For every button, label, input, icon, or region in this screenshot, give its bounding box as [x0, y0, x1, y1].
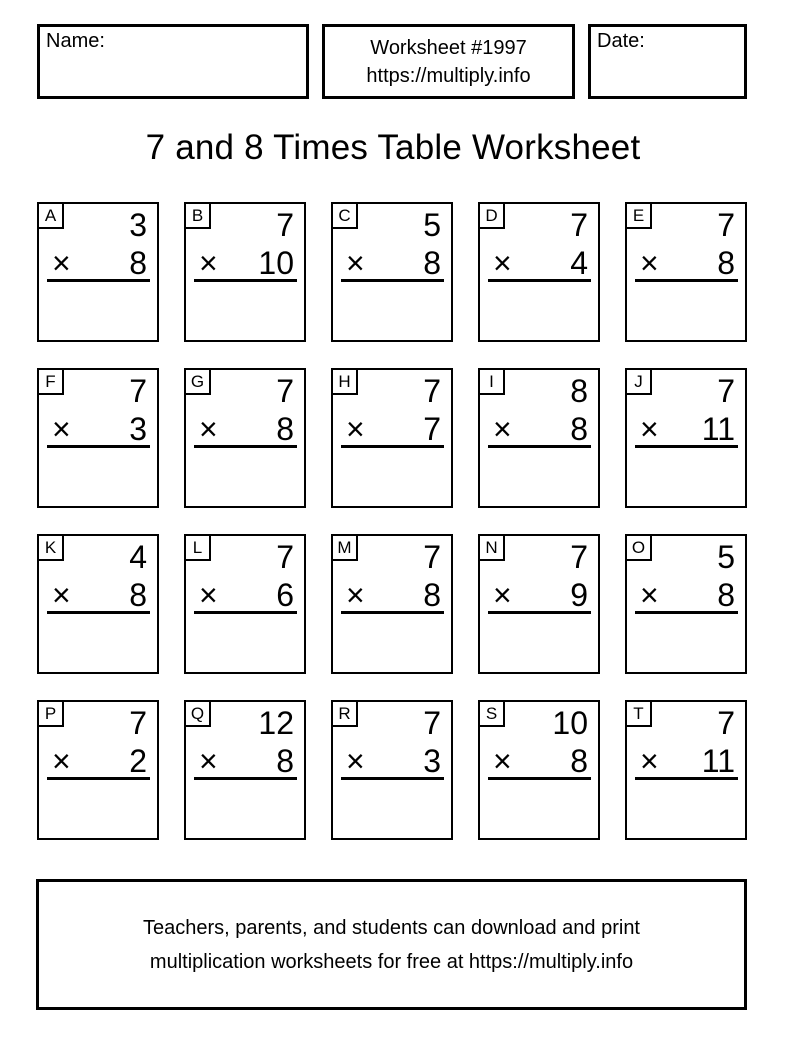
multiplicand: 5 [423, 207, 441, 243]
multiplier: 10 [258, 245, 294, 281]
multiply-sign-icon: × [52, 411, 71, 447]
problem-letter-badge [478, 368, 505, 395]
problem-card [184, 368, 306, 508]
problem-letter-badge [331, 534, 358, 561]
multiply-sign-icon: × [199, 743, 218, 779]
problem-letter: M [337, 537, 352, 557]
worksheet-url: https://multiply.info [366, 64, 531, 87]
problem-letter-badge [37, 202, 64, 229]
multiply-sign-icon: × [640, 577, 659, 613]
multiplier: 2 [129, 743, 147, 779]
multiply-sign-icon: × [640, 245, 659, 281]
problem-letter-badge [184, 368, 211, 395]
problem-card [625, 202, 747, 342]
multiply-sign-icon: × [199, 577, 218, 613]
problem-card [37, 368, 159, 508]
problem-card [478, 368, 600, 508]
worksheet-number: Worksheet #1997 [370, 36, 527, 59]
worksheet-info-box [322, 24, 575, 99]
multiplier: 8 [276, 743, 294, 779]
multiplicand: 12 [258, 705, 294, 741]
multiply-sign-icon: × [346, 577, 365, 613]
problem-letter: D [485, 205, 498, 225]
multiplier: 8 [717, 577, 735, 613]
answer-area [480, 780, 598, 838]
multiply-sign-icon: × [199, 245, 218, 281]
answer-area [186, 780, 304, 838]
answer-area [186, 614, 304, 672]
name-label: Name: [46, 30, 105, 52]
problem-letter: S [485, 703, 498, 723]
answer-area [333, 282, 451, 340]
problem-letter: J [634, 371, 643, 391]
multiplicand: 7 [276, 207, 294, 243]
problem-card [478, 534, 600, 674]
problem-letter: I [489, 371, 494, 391]
multiply-sign-icon: × [346, 743, 365, 779]
answer-area [627, 614, 745, 672]
multiply-sign-icon: × [493, 245, 512, 281]
multiplier: 6 [276, 577, 294, 613]
problem-card [331, 368, 453, 508]
problem-letter: O [631, 537, 646, 557]
multiplier: 7 [423, 411, 441, 447]
multiplier: 8 [129, 577, 147, 613]
problem-letter-badge [331, 700, 358, 727]
problem-letter: P [44, 703, 57, 723]
multiply-sign-icon: × [493, 577, 512, 613]
answer-area [480, 448, 598, 506]
multiplicand: 7 [129, 705, 147, 741]
footer-box [36, 879, 747, 1010]
answer-area [627, 448, 745, 506]
problem-letter: L [192, 537, 203, 557]
date-box [588, 24, 747, 99]
answer-area [186, 282, 304, 340]
multiplicand: 10 [552, 705, 588, 741]
problem-card [625, 368, 747, 508]
problem-letter-badge [184, 202, 211, 229]
answer-area [333, 614, 451, 672]
problem-letter: B [191, 205, 204, 225]
problem-letter-badge [37, 534, 64, 561]
multiplier: 4 [570, 245, 588, 281]
multiplier: 3 [129, 411, 147, 447]
answer-area [480, 282, 598, 340]
multiply-sign-icon: × [346, 411, 365, 447]
answer-area [333, 780, 451, 838]
date-label: Date: [597, 30, 645, 52]
multiplier: 8 [570, 411, 588, 447]
answer-area [186, 448, 304, 506]
multiplicand: 7 [423, 539, 441, 575]
problem-letter-badge [625, 700, 652, 727]
multiplicand: 7 [717, 705, 735, 741]
multiplier: 8 [276, 411, 294, 447]
multiplicand: 7 [423, 373, 441, 409]
multiply-sign-icon: × [493, 411, 512, 447]
problem-letter: F [45, 371, 56, 391]
multiply-sign-icon: × [640, 743, 659, 779]
multiplicand: 7 [276, 373, 294, 409]
problem-letter-badge [625, 368, 652, 395]
answer-area [333, 448, 451, 506]
problem-card [37, 202, 159, 342]
answer-area [39, 614, 157, 672]
multiplier: 8 [423, 245, 441, 281]
multiplicand: 8 [570, 373, 588, 409]
multiplicand: 5 [717, 539, 735, 575]
multiplier: 8 [423, 577, 441, 613]
answer-area [39, 282, 157, 340]
problem-letter-badge [37, 368, 64, 395]
multiplicand: 7 [717, 207, 735, 243]
problem-letter: E [632, 205, 645, 225]
footer-line-2: multiplication worksheets for free at https://multiply.info [149, 950, 634, 973]
page-title: 7 and 8 Times Table Worksheet [145, 128, 641, 167]
problem-card [184, 534, 306, 674]
multiplier: 8 [129, 245, 147, 281]
problem-card [37, 534, 159, 674]
multiply-sign-icon: × [52, 245, 71, 281]
multiplier: 11 [701, 411, 735, 447]
multiplier: 8 [570, 743, 588, 779]
problem-letter: R [338, 703, 351, 723]
problem-letter-badge [625, 202, 652, 229]
answer-area [39, 780, 157, 838]
problem-letter-badge [478, 202, 505, 229]
problem-letter: G [190, 371, 205, 391]
problem-letter-badge [331, 202, 358, 229]
name-box [37, 24, 309, 99]
problem-card [37, 700, 159, 840]
multiplicand: 4 [129, 539, 147, 575]
problem-card [184, 202, 306, 342]
problem-letter: N [485, 537, 498, 557]
problem-letter-badge [37, 700, 64, 727]
footer-line-1: Teachers, parents, and students can download and print [143, 916, 640, 939]
multiply-sign-icon: × [52, 743, 71, 779]
multiplier: 9 [570, 577, 588, 613]
problem-letter: Q [190, 703, 205, 723]
multiplier: 3 [423, 743, 441, 779]
multiplicand: 7 [570, 207, 588, 243]
multiplicand: 3 [129, 207, 147, 243]
problem-letter-badge [184, 534, 211, 561]
multiply-sign-icon: × [346, 245, 365, 281]
problem-card [331, 202, 453, 342]
problem-letter-badge [625, 534, 652, 561]
problem-card [478, 202, 600, 342]
problem-card [478, 700, 600, 840]
answer-area [39, 448, 157, 506]
problem-letter: H [338, 371, 351, 391]
multiplicand: 7 [570, 539, 588, 575]
answer-area [480, 614, 598, 672]
multiplicand: 7 [276, 539, 294, 575]
problem-card [625, 700, 747, 840]
problem-letter: C [338, 205, 351, 225]
problem-card [625, 534, 747, 674]
multiplicand: 7 [129, 373, 147, 409]
problems-grid [37, 202, 748, 840]
multiply-sign-icon: × [52, 577, 71, 613]
answer-area [627, 780, 745, 838]
problem-letter-badge [331, 368, 358, 395]
multiply-sign-icon: × [640, 411, 659, 447]
multiplier: 11 [701, 743, 735, 779]
problem-letter: T [633, 703, 644, 723]
problem-letter-badge [478, 534, 505, 561]
multiplicand: 7 [717, 373, 735, 409]
multiply-sign-icon: × [493, 743, 512, 779]
problem-card [331, 700, 453, 840]
problem-card [184, 700, 306, 840]
problem-card [331, 534, 453, 674]
problem-letter: A [44, 205, 57, 225]
problem-letter-badge [478, 700, 505, 727]
multiplicand: 7 [423, 705, 441, 741]
problem-letter: K [44, 537, 57, 557]
multiply-sign-icon: × [199, 411, 218, 447]
problem-letter-badge [184, 700, 211, 727]
multiplier: 8 [717, 245, 735, 281]
answer-area [627, 282, 745, 340]
